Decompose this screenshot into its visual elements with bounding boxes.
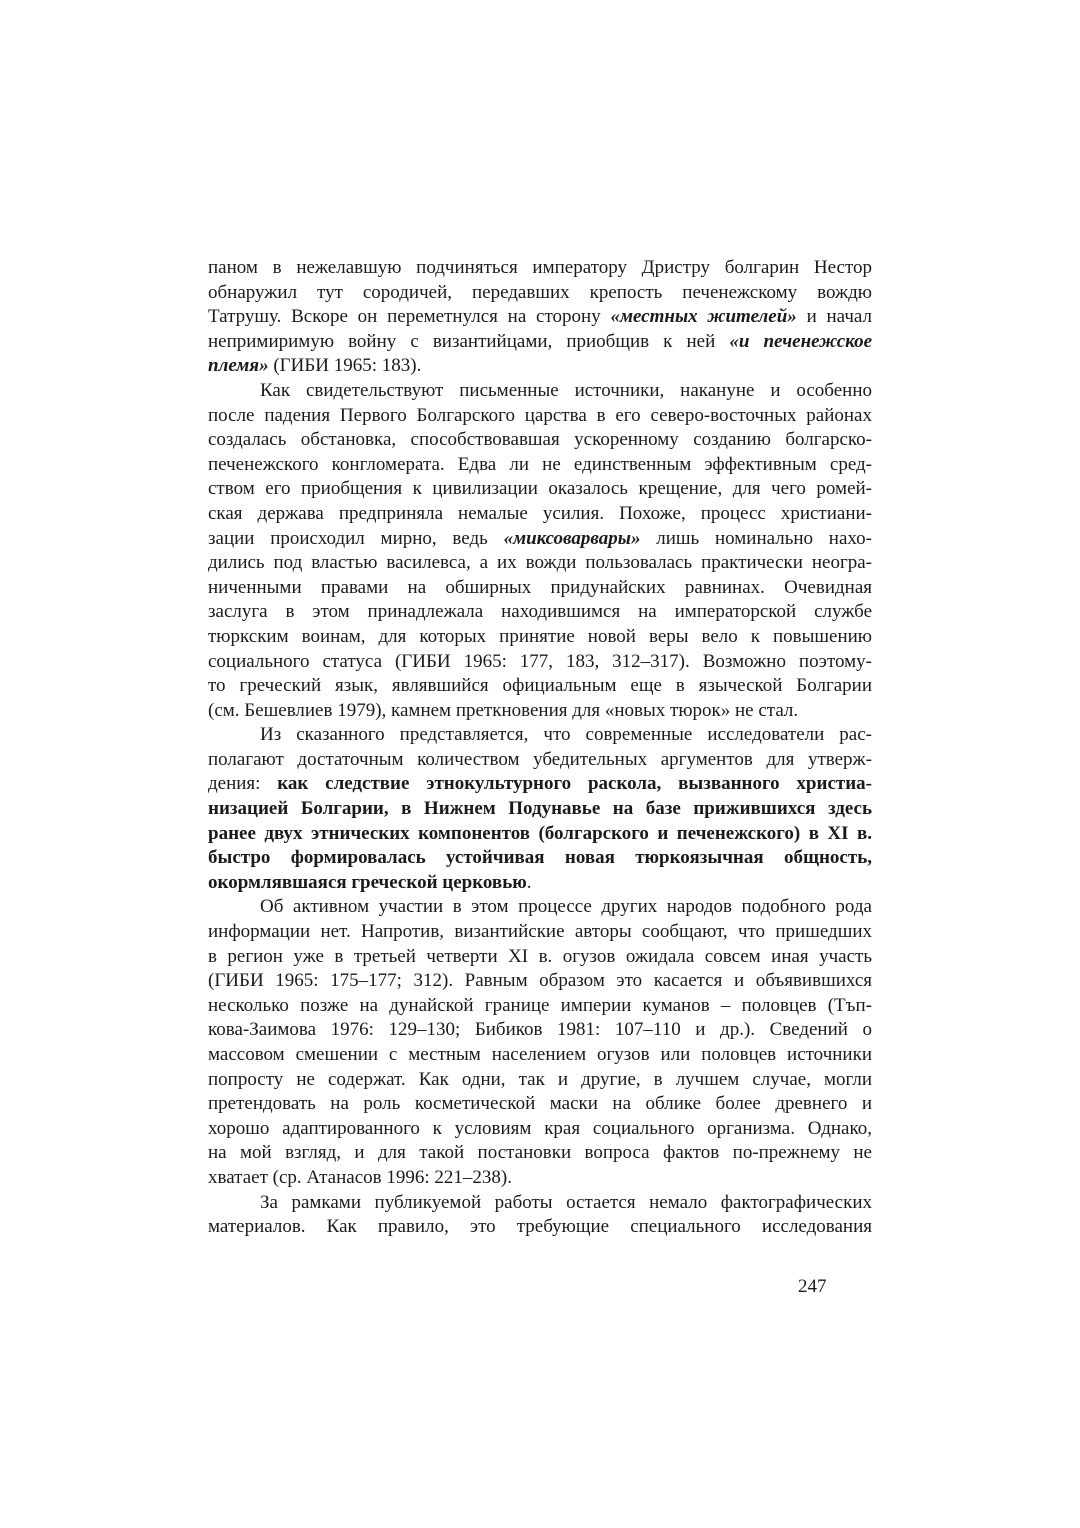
text-line [208, 1141, 872, 1166]
text-run: обнаружил тут сородичей, передавших крепость печенежскому вождю [208, 281, 872, 303]
text-line [208, 551, 872, 576]
text-line [208, 1068, 872, 1093]
text-line [208, 477, 872, 502]
text-line [208, 699, 872, 724]
text-run: материалов. Как правило, это требующие специального исследования [208, 1216, 872, 1238]
text-line [208, 772, 872, 797]
text-run: полагают достаточным количеством убедительных аргументов для утверж- [208, 748, 872, 770]
text-line [208, 945, 872, 970]
text-line [208, 404, 872, 429]
text-run: хорошо адаптированного к условиям края социального организма. Однако, [208, 1117, 872, 1139]
text-line [208, 1092, 872, 1117]
text-run: то греческий язык, являвшийся официальным еще в языческой Болгарии [208, 675, 872, 697]
text-run: (ГИБИ 1965: 183). [268, 355, 422, 377]
text-line [208, 1043, 872, 1068]
text-line [208, 1215, 872, 1240]
text-run: и начал [796, 306, 872, 328]
text-run: на мой взгляд, и для такой постановки вопроса фактов по-прежнему не [208, 1142, 872, 1164]
text-line [208, 330, 872, 355]
text-line [208, 256, 872, 281]
text-run: ниченными правами на обширных придунайских равнинах. Очевидная [208, 576, 872, 598]
text-line [208, 748, 872, 773]
text-line [208, 354, 872, 379]
text-line [208, 625, 872, 650]
text-line [208, 994, 872, 1019]
text-line [208, 281, 872, 306]
text-run: кова-Заимова 1976: 129–130; Бибиков 1981: 107–110 и др.). Сведений о [208, 1019, 872, 1041]
bold-text: низацией Болгарии, в Нижнем Подунавье на базе прижившихся здесь [208, 798, 872, 820]
text-run: ская держава предприняла немалые усилия. Похоже, процесс христиани- [208, 502, 872, 524]
text-run: массовом смешении с местным населением огузов или половцев источники [208, 1044, 872, 1065]
bold-italic-quote: «миксоварвары» [503, 527, 641, 549]
body-text [208, 256, 872, 1240]
text-line [208, 1018, 872, 1043]
page-number: 247 [798, 1276, 827, 1297]
bold-text: окормлявшаяся греческой церковью [208, 871, 527, 893]
bold-text: как следствие этнокультурного раскола, вызванного христиа- [277, 773, 872, 795]
text-line [208, 846, 872, 871]
text-run: (ГИБИ 1965: 175–177; 312). Равным образом это касается и объявившихся [208, 970, 872, 992]
text-line [208, 305, 872, 330]
text-line [208, 576, 872, 601]
text-run: после падения Первого Болгарского царства в его северо-восточных районах [208, 404, 872, 426]
text-run: дились под властью василевса, а их вожди пользовалась практически неогра- [208, 552, 872, 574]
text-line [208, 453, 872, 478]
text-run: заслуга в этом принадлежала находившимся на императорской службе [208, 601, 872, 623]
text-line [208, 723, 872, 748]
bold-italic-quote: племя» [208, 355, 269, 377]
text-run: паном в нежелавшую подчиняться императору Дристру болгарин Нестор [208, 257, 872, 278]
text-run: несколько позже на дунайской границе империи куманов – половцев (Тъп- [208, 994, 872, 1016]
text-run: . [526, 871, 532, 893]
text-line [208, 428, 872, 453]
text-run: претендовать на роль косметической маски на облике более древнего и [208, 1093, 872, 1115]
text-line [208, 527, 872, 552]
text-run: в регион уже в третьей четверти XI в. огузов ожидала совсем иная участь [208, 945, 872, 967]
text-run: лишь номинально нахо- [640, 527, 872, 549]
text-run: зации происходил мирно, ведь [208, 527, 504, 549]
text-run: Татрушу. Вскоре он переметнулся на сторону [208, 306, 611, 328]
text-run: (см. Бешевлиев 1979), камнем преткновения для «новых тюрок» не стал. [208, 699, 799, 721]
text-run: социального статуса (ГИБИ 1965: 177, 183, 312–317). Возможно поэтому- [208, 650, 872, 672]
bold-text: ранее двух этнических компонентов (болгарского и печенежского) в XI в. [208, 822, 872, 844]
text-line [208, 1166, 872, 1191]
text-run: Из сказанного представляется, что современные исследователи рас- [260, 724, 872, 746]
text-line [208, 1117, 872, 1142]
text-line [208, 895, 872, 920]
bold-italic-quote: «местных жителей» [610, 306, 797, 328]
text-run: хватает (ср. Атанасов 1996: 221–238). [208, 1166, 512, 1188]
text-line [208, 920, 872, 945]
text-run: Об активном участии в этом процессе других народов подобного рода [260, 896, 872, 918]
bold-text: быстро формировалась устойчивая новая тюркоязычная общность, [208, 847, 872, 869]
text-line [208, 822, 872, 847]
text-line [208, 797, 872, 822]
text-line [208, 969, 872, 994]
text-run: печенежского конгломерата. Едва ли не единственным эффективным сред- [208, 453, 872, 475]
text-run: попросту не содержат. Как одни, так и другие, в лучшем случае, могли [208, 1068, 872, 1090]
text-line [208, 650, 872, 675]
text-line [208, 871, 872, 896]
text-run: дения: [208, 773, 278, 795]
bold-italic-quote: «и печенежское [729, 330, 873, 352]
text-run: ством его приобщения к цивилизации оказалось крещение, для чего ромей- [208, 478, 872, 500]
text-run: создалась обстановка, способствовавшая ускоренному созданию болгарско- [208, 429, 872, 451]
text-run: непримиримую войну с византийцами, приобщив к ней [208, 330, 730, 352]
text-run: Как свидетельствуют письменные источники, накануне и особенно [260, 379, 872, 401]
text-line [208, 1191, 872, 1216]
text-run: информации нет. Напротив, византийские авторы сообщают, что пришедших [208, 921, 872, 943]
text-line [208, 674, 872, 699]
text-line [208, 600, 872, 625]
text-run: тюркским воинам, для которых принятие новой веры вело к повышению [208, 625, 872, 647]
text-line [208, 502, 872, 527]
text-run: За рамками публикуемой работы остается немало фактографических [260, 1191, 872, 1213]
text-line [208, 379, 872, 404]
